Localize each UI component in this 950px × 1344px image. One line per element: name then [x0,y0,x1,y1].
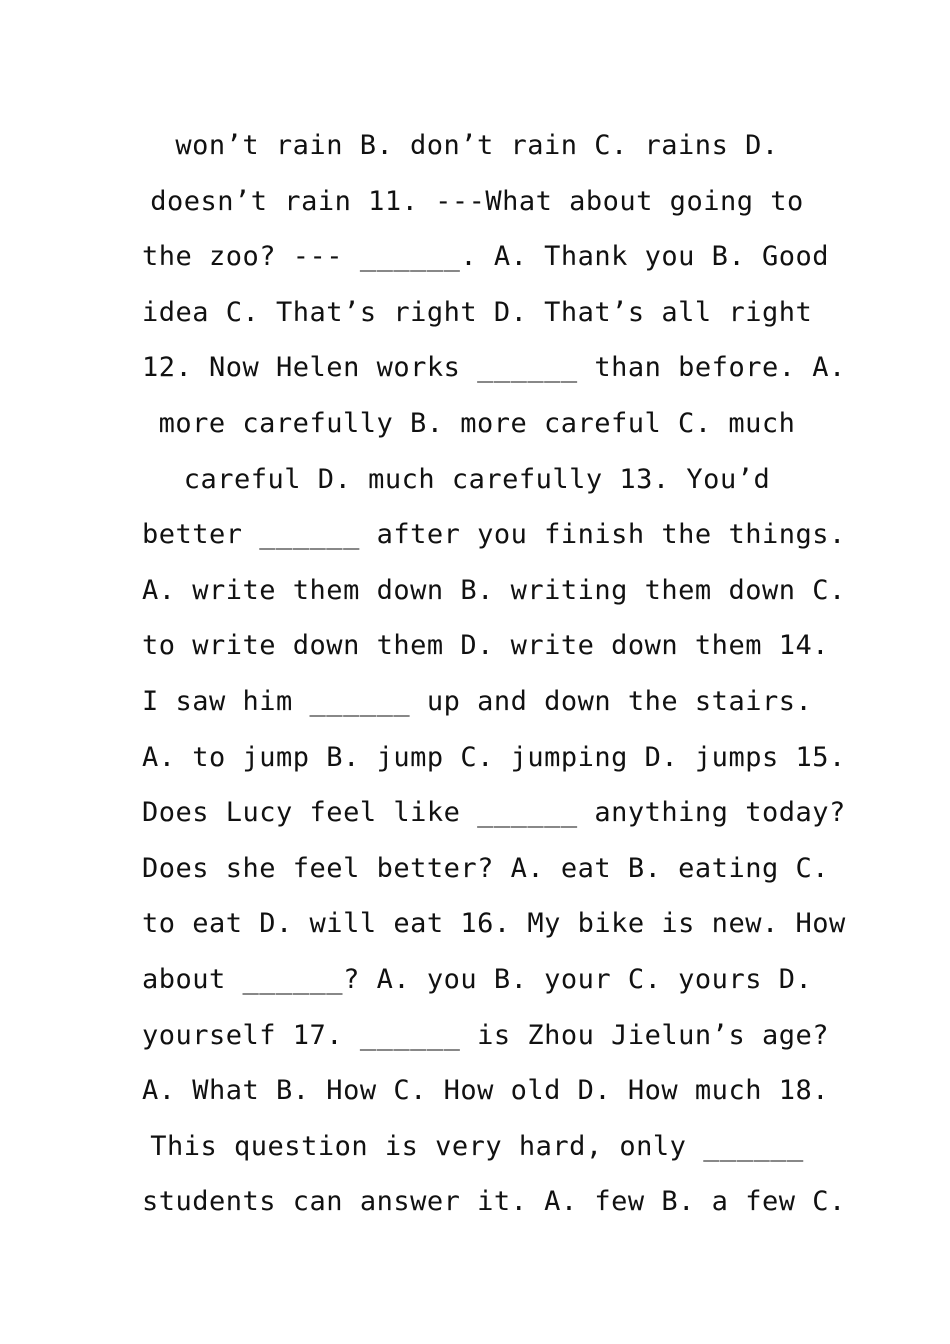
text-line: idea C. That’s right D. That’s all right [142,296,813,328]
text-line: careful D. much carefully 13. You’d [183,463,771,495]
text-line: won’t rain B. don’t rain C. rains D. [175,130,779,161]
text-line: to write down them D. write down them 14. [142,630,829,662]
text-line: students can answer it. A. few B. a few C. [142,1186,846,1218]
text-line: about ______? A. you B. your C. yours D. [142,963,813,995]
text-line: 12. Now Helen works ______ than before. A. [142,352,846,384]
text-line: A. What B. How C. How old D. How much 18. [142,1075,829,1107]
text-line: the zoo? --- ______. A. Thank you B. Good [142,241,829,273]
exercise-text-block [142,118,846,1230]
text-line: yourself 17. ______ is Zhou Jielun’s age? [142,1019,829,1051]
text-line: doesn’t rain 11. ---What about going to [150,185,804,217]
text-line: better ______ after you finish the things. [142,519,846,551]
text-line: more carefully B. more careful C. much [158,407,796,439]
text-line: Does she feel better? A. eat B. eating C. [142,852,829,884]
text-line: I saw him ______ up and down the stairs. [142,685,813,717]
text-line: A. write them down B. writing them down C. [142,574,846,606]
text-line: to eat D. will eat 16. My bike is new. How [142,908,846,940]
text-line: Does Lucy feel like ______ anything today? [142,797,846,829]
text-line: A. to jump B. jump C. jumping D. jumps 15. [142,741,846,773]
text-line: This question is very hard, only ______ [150,1130,804,1162]
